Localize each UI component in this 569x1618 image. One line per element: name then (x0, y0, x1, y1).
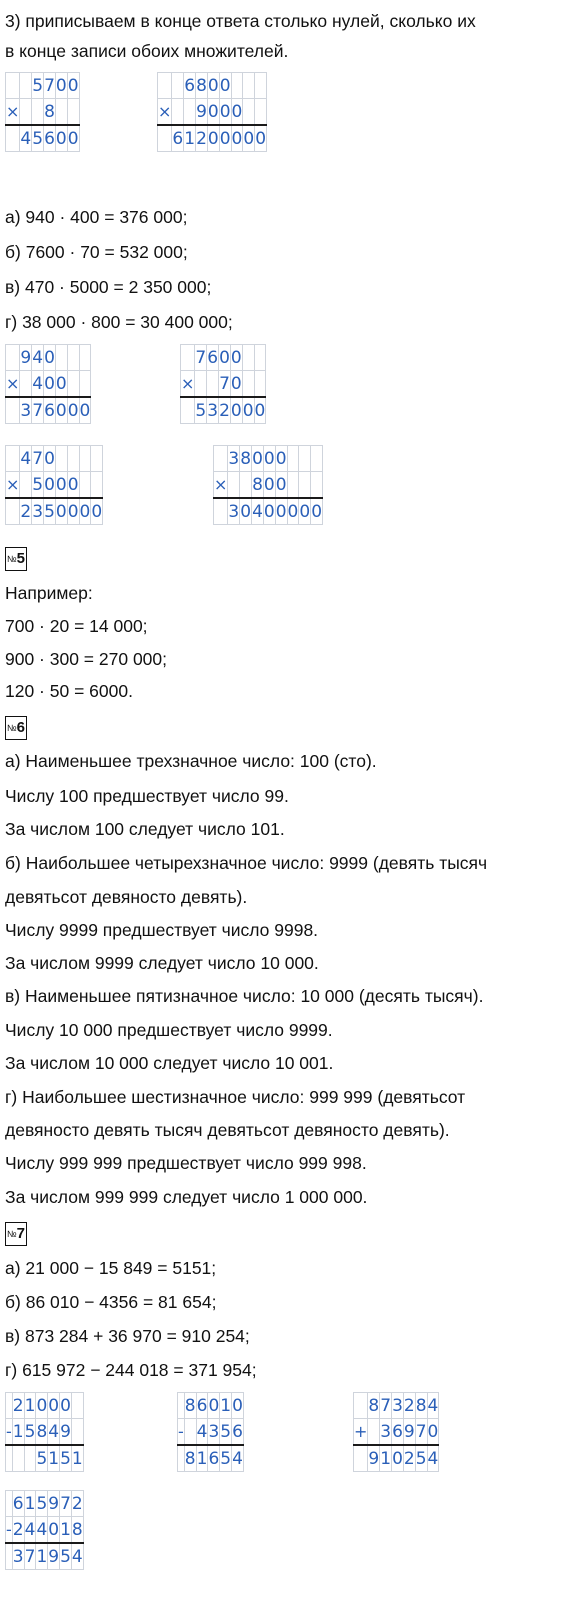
digit-cell (228, 472, 240, 499)
result-digit-cell (6, 397, 20, 424)
n7-c: в) 873 284 + 36 970 = 910 254; (5, 1326, 250, 1346)
result-digit-cell: 3 (12, 1543, 24, 1570)
result-digit-cell (158, 125, 172, 152)
calc-table (5, 72, 80, 152)
digit-cell: 6 (184, 73, 196, 99)
digit-cell: 3 (228, 446, 240, 472)
digit-cell: 0 (44, 472, 56, 499)
result-digit-cell: 0 (79, 397, 91, 424)
digit-cell (79, 472, 91, 499)
result-digit-cell: 5 (60, 1445, 72, 1472)
n6-line-14: За числом 999 999 следует число 1 000 000. (5, 1187, 368, 1207)
result-digit-cell: 0 (243, 125, 255, 152)
result-digit-cell (24, 1445, 36, 1472)
digit-cell: 0 (67, 73, 79, 99)
digit-cell: 0 (232, 1393, 244, 1419)
task-5-badge: №5 (5, 547, 27, 571)
result-digit-cell (178, 1445, 185, 1472)
operator-cell: × (6, 371, 20, 398)
digit-cell: 0 (275, 446, 287, 472)
digit-cell (20, 371, 32, 398)
task-6-badge: №6 (5, 716, 27, 740)
n6-line-5: девятьсот девяносто девять). (5, 887, 248, 907)
digit-cell (20, 73, 32, 99)
digit-cell (91, 446, 103, 472)
digit-cell: 0 (252, 446, 264, 472)
digit-cell: 8 (368, 1393, 380, 1419)
result-digit-cell: 0 (275, 498, 287, 525)
result-digit-cell: 2 (403, 1445, 415, 1472)
n7-a: а) 21 000 − 15 849 = 5151; (5, 1258, 217, 1278)
result-digit-cell: 0 (287, 498, 299, 525)
result-digit-cell: 0 (230, 397, 242, 424)
result-digit-cell: 4 (232, 1445, 244, 1472)
digit-cell (184, 99, 196, 126)
calc-table (213, 445, 323, 525)
result-digit-cell: 0 (254, 397, 266, 424)
result-digit-cell: 0 (240, 498, 252, 525)
digit-cell: 0 (231, 99, 243, 126)
digit-cell: 0 (207, 99, 219, 126)
result-digit-cell (354, 1445, 368, 1472)
operator-cell: × (181, 371, 195, 398)
result-digit-cell: 6 (208, 1445, 220, 1472)
digit-cell: 7 (44, 73, 56, 99)
operator-cell: × (6, 99, 20, 126)
operator-cell-top (178, 1393, 185, 1419)
result-digit-cell: 1 (196, 1445, 208, 1472)
intro-line-2: в конце записи обоих множителей. (5, 41, 289, 61)
eq1-b: б) 7600 · 70 = 532 000; (5, 242, 188, 262)
digit-cell: 9 (60, 1419, 72, 1446)
result-digit-cell: 0 (392, 1445, 404, 1472)
digit-cell: 2 (71, 1491, 83, 1517)
n7-d: г) 615 972 − 244 018 = 371 954; (5, 1360, 257, 1380)
digit-cell (71, 1419, 83, 1446)
digit-cell (287, 446, 299, 472)
digit-cell: 0 (427, 1419, 439, 1446)
result-digit-cell: 0 (263, 498, 275, 525)
digit-cell (299, 472, 311, 499)
result-digit-cell: 5 (195, 397, 207, 424)
eq1-d: г) 38 000 · 800 = 30 400 000; (5, 312, 233, 332)
operator-cell: - (6, 1517, 13, 1544)
digit-cell: 1 (24, 1491, 36, 1517)
digit-cell: 1 (12, 1419, 24, 1446)
digit-cell (242, 345, 254, 371)
result-digit-cell: 2 (20, 498, 32, 525)
digit-cell: 0 (67, 472, 79, 499)
digit-cell: 8 (415, 1393, 427, 1419)
result-digit-cell: 9 (48, 1543, 60, 1570)
digit-cell: 6 (392, 1419, 404, 1446)
digit-cell: 6 (196, 1393, 208, 1419)
operator-cell: + (354, 1419, 368, 1446)
calc-table (5, 1490, 84, 1570)
digit-cell: 0 (207, 73, 219, 99)
eq1-c: в) 470 · 5000 = 2 350 000; (5, 277, 212, 297)
result-digit-cell: 8 (184, 1445, 196, 1472)
n6-line-12: девяносто девять тысяч девятьсот девяносто девять). (5, 1120, 450, 1140)
digit-cell (254, 371, 266, 398)
digit-cell: 4 (196, 1419, 208, 1446)
operator-cell: × (6, 472, 20, 499)
operator-cell: - (6, 1419, 13, 1446)
calc-table (5, 344, 91, 424)
digit-cell: 0 (44, 345, 56, 371)
digit-cell: 0 (230, 371, 242, 398)
result-digit-cell: 0 (55, 397, 67, 424)
n6-line-11: г) Наибольшее шестизначное число: 999 999 (девятьсот (5, 1087, 466, 1107)
intro-line-1: 3) приписываем в конце ответа столько нулей, сколько их (5, 11, 476, 31)
digit-cell: 0 (48, 1517, 60, 1544)
result-digit-cell: 0 (299, 498, 311, 525)
result-digit-cell: 0 (311, 498, 323, 525)
digit-cell: 0 (219, 345, 231, 371)
result-digit-cell (6, 498, 20, 525)
n5-line-2: 700 · 20 = 14 000; (5, 616, 148, 636)
result-digit-cell: 1 (71, 1445, 83, 1472)
result-digit-cell: 0 (67, 125, 79, 152)
digit-cell: 0 (263, 472, 275, 499)
calc-table (5, 445, 103, 525)
digit-cell: 2 (12, 1517, 24, 1544)
digit-cell (32, 99, 44, 126)
digit-cell: 8 (196, 73, 208, 99)
digit-cell (71, 1393, 83, 1419)
n5-line-3: 900 · 300 = 270 000; (5, 649, 168, 669)
result-digit-cell: 0 (67, 397, 79, 424)
result-digit-cell (12, 1445, 24, 1472)
digit-cell (254, 345, 266, 371)
calc-table (157, 72, 267, 152)
n6-line-1: а) Наименьшее трехзначное число: 100 (сто). (5, 751, 377, 771)
digit-cell: 0 (55, 371, 67, 398)
digit-cell (243, 99, 255, 126)
calc-table (177, 1392, 244, 1472)
digit-cell: 0 (219, 73, 231, 99)
digit-cell: 0 (55, 73, 67, 99)
digit-cell (55, 345, 67, 371)
digit-cell (79, 345, 91, 371)
digit-cell: 0 (275, 472, 287, 499)
digit-cell: 4 (48, 1419, 60, 1446)
digit-cell (55, 99, 67, 126)
n6-line-2: Числу 100 предшествует число 99. (5, 786, 289, 806)
result-digit-cell: 3 (20, 397, 32, 424)
result-digit-cell: 7 (24, 1543, 36, 1570)
digit-cell (255, 99, 267, 126)
digit-cell (91, 472, 103, 499)
calc-table (353, 1392, 439, 1472)
digit-cell: 7 (32, 446, 44, 472)
result-digit-cell: 4 (252, 498, 264, 525)
result-digit-cell: 7 (32, 397, 44, 424)
n6-line-8: в) Наименьшее пятизначное число: 10 000 (десять тысяч). (5, 986, 484, 1006)
digit-cell: 9 (196, 99, 208, 126)
digit-cell: 2 (12, 1393, 24, 1419)
digit-cell (172, 99, 184, 126)
result-digit-cell: 0 (207, 125, 219, 152)
digit-cell (311, 446, 323, 472)
digit-cell (20, 472, 32, 499)
operator-cell-top (6, 73, 20, 99)
n6-line-3: За числом 100 следует число 101. (5, 819, 285, 839)
n7-b: б) 86 010 − 4356 = 81 654; (5, 1292, 217, 1312)
operator-cell-top (214, 446, 228, 472)
result-digit-cell: 5 (32, 125, 44, 152)
operator-cell-top (6, 1393, 13, 1419)
digit-cell: 0 (55, 472, 67, 499)
digit-cell (184, 1419, 196, 1446)
digit-cell (195, 371, 207, 398)
digit-cell: 8 (240, 446, 252, 472)
n5-line-4: 120 · 50 = 6000. (5, 681, 133, 701)
result-digit-cell: 1 (36, 1543, 48, 1570)
digit-cell: 8 (184, 1393, 196, 1419)
digit-cell: 8 (71, 1517, 83, 1544)
result-digit-cell: 5 (415, 1445, 427, 1472)
n6-line-13: Числу 999 999 предшествует число 999 998. (5, 1153, 367, 1173)
digit-cell: 7 (219, 371, 231, 398)
n5-line-1: Например: (5, 583, 93, 603)
result-digit-cell: 0 (219, 125, 231, 152)
calc-table (180, 344, 266, 424)
digit-cell (67, 446, 79, 472)
n6-line-10: За числом 10 000 следует число 10 001. (5, 1053, 334, 1073)
digit-cell: 4 (36, 1517, 48, 1544)
digit-cell: 8 (252, 472, 264, 499)
digit-cell (55, 446, 67, 472)
digit-cell: 7 (195, 345, 207, 371)
digit-cell: 0 (36, 1393, 48, 1419)
result-digit-cell: 5 (60, 1543, 72, 1570)
digit-cell: 0 (44, 371, 56, 398)
n6-line-4: б) Наибольшее четырехзначное число: 9999 (девять тысяч (5, 853, 488, 873)
operator-cell-top (354, 1393, 368, 1419)
digit-cell: 1 (24, 1393, 36, 1419)
digit-cell: 4 (20, 446, 32, 472)
digit-cell: 3 (392, 1393, 404, 1419)
digit-cell (20, 99, 32, 126)
digit-cell: 2 (403, 1393, 415, 1419)
result-digit-cell: 2 (196, 125, 208, 152)
digit-cell: 9 (20, 345, 32, 371)
digit-cell: 0 (60, 1393, 72, 1419)
result-digit-cell: 2 (219, 397, 231, 424)
n6-line-6: Числу 9999 предшествует число 9998. (5, 920, 319, 940)
digit-cell: 0 (230, 345, 242, 371)
operator-cell-top (158, 73, 172, 99)
result-digit-cell: 0 (55, 498, 67, 525)
result-digit-cell: 3 (32, 498, 44, 525)
operator-cell: × (158, 99, 172, 126)
n6-line-7: За числом 9999 следует число 10 000. (5, 953, 319, 973)
result-digit-cell: 5 (36, 1445, 48, 1472)
digit-cell: 0 (219, 99, 231, 126)
digit-cell (67, 371, 79, 398)
result-digit-cell: 0 (67, 498, 79, 525)
digit-cell (243, 73, 255, 99)
result-digit-cell (6, 1445, 13, 1472)
result-digit-cell: 1 (184, 125, 196, 152)
result-digit-cell (181, 397, 195, 424)
result-digit-cell: 5 (220, 1445, 232, 1472)
digit-cell: 5 (220, 1419, 232, 1446)
result-digit-cell: 4 (20, 125, 32, 152)
result-digit-cell: 6 (44, 125, 56, 152)
digit-cell: 5 (36, 1491, 48, 1517)
digit-cell: 5 (32, 472, 44, 499)
digit-cell: 4 (24, 1517, 36, 1544)
digit-cell: 4 (32, 345, 44, 371)
digit-cell: 0 (208, 1393, 220, 1419)
result-digit-cell: 0 (231, 125, 243, 152)
result-digit-cell: 9 (368, 1445, 380, 1472)
digit-cell: 9 (48, 1491, 60, 1517)
digit-cell (79, 446, 91, 472)
result-digit-cell: 6 (44, 397, 56, 424)
result-digit-cell: 3 (228, 498, 240, 525)
eq1-a: а) 940 · 400 = 376 000; (5, 207, 188, 227)
operator-cell-top (6, 345, 20, 371)
digit-cell: 7 (415, 1419, 427, 1446)
digit-cell: 3 (208, 1419, 220, 1446)
operator-cell: - (178, 1419, 185, 1446)
digit-cell: 1 (220, 1393, 232, 1419)
digit-cell: 9 (403, 1419, 415, 1446)
result-digit-cell (6, 125, 20, 152)
digit-cell (231, 73, 243, 99)
operator-cell: × (214, 472, 228, 499)
digit-cell (240, 472, 252, 499)
digit-cell: 8 (44, 99, 56, 126)
digit-cell (287, 472, 299, 499)
digit-cell (255, 73, 267, 99)
task-7-badge: №7 (5, 1222, 27, 1246)
operator-cell-top (6, 446, 20, 472)
operator-cell-top (181, 345, 195, 371)
operator-cell-top (6, 1491, 13, 1517)
result-digit-cell: 0 (255, 125, 267, 152)
digit-cell: 4 (427, 1393, 439, 1419)
digit-cell: 6 (207, 345, 219, 371)
digit-cell: 3 (380, 1419, 392, 1446)
digit-cell (207, 371, 219, 398)
digit-cell: 4 (32, 371, 44, 398)
digit-cell: 0 (44, 446, 56, 472)
result-digit-cell: 0 (55, 125, 67, 152)
result-digit-cell: 3 (207, 397, 219, 424)
result-digit-cell (6, 1543, 13, 1570)
digit-cell (311, 472, 323, 499)
digit-cell (172, 73, 184, 99)
result-digit-cell: 4 (71, 1543, 83, 1570)
result-digit-cell (214, 498, 228, 525)
calc-table (5, 1392, 84, 1472)
result-digit-cell: 6 (172, 125, 184, 152)
result-digit-cell: 0 (79, 498, 91, 525)
result-digit-cell: 1 (380, 1445, 392, 1472)
digit-cell: 7 (60, 1491, 72, 1517)
digit-cell: 7 (380, 1393, 392, 1419)
digit-cell (299, 446, 311, 472)
digit-cell: 8 (36, 1419, 48, 1446)
digit-cell: 5 (24, 1419, 36, 1446)
digit-cell (67, 345, 79, 371)
result-digit-cell: 1 (48, 1445, 60, 1472)
digit-cell: 0 (48, 1393, 60, 1419)
digit-cell: 6 (12, 1491, 24, 1517)
result-digit-cell: 0 (242, 397, 254, 424)
digit-cell: 1 (60, 1517, 72, 1544)
digit-cell: 0 (263, 446, 275, 472)
digit-cell (79, 371, 91, 398)
digit-cell (242, 371, 254, 398)
digit-cell (67, 99, 79, 126)
result-digit-cell: 4 (427, 1445, 439, 1472)
n6-line-9: Числу 10 000 предшествует число 9999. (5, 1020, 333, 1040)
digit-cell: 5 (32, 73, 44, 99)
digit-cell (368, 1419, 380, 1446)
digit-cell: 6 (232, 1419, 244, 1446)
result-digit-cell: 5 (44, 498, 56, 525)
result-digit-cell: 0 (91, 498, 103, 525)
